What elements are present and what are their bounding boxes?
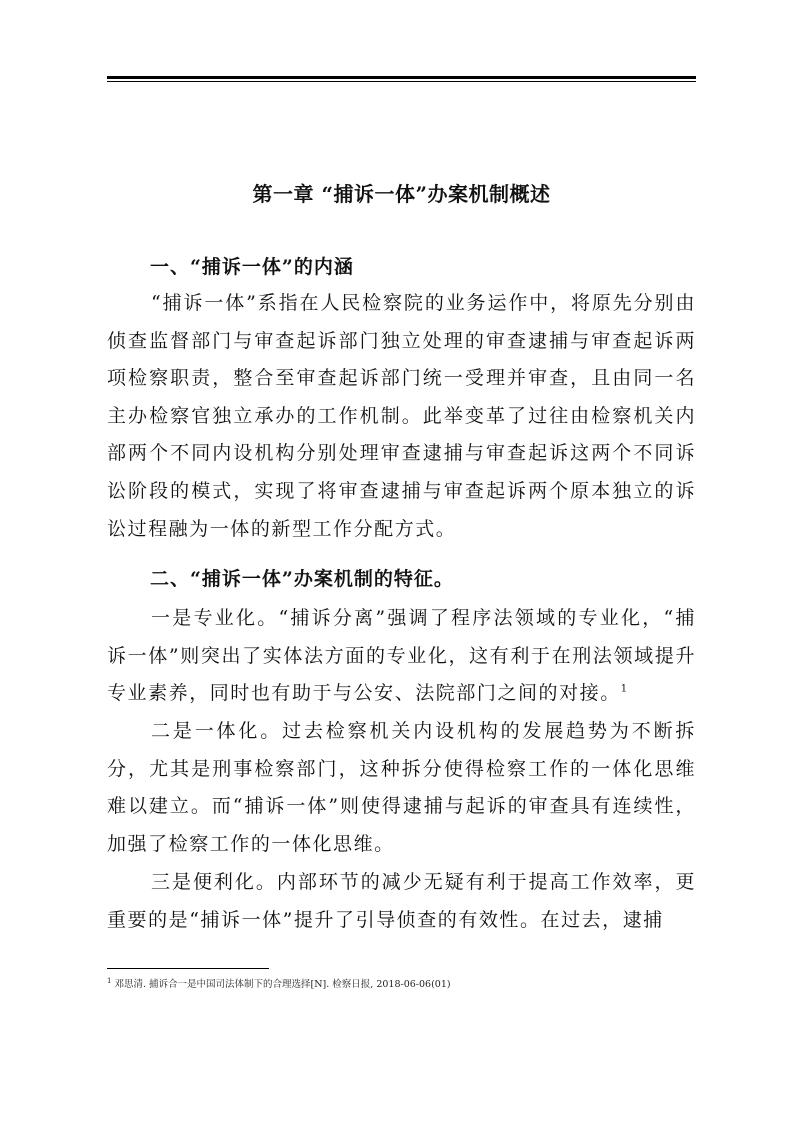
section2-paragraph-1-text: 一是专业化。“捕诉分离”强调了程序法领域的专业化，“捕诉一体”则突出了实体法方面的专业化，这有利于在刑法领域提升专业素养，同时也有助于与公安、法院部门之间的对接。 (107, 607, 696, 705)
section-heading-2: 二、“捕诉一体”办案机制的特征。 (150, 568, 454, 590)
section2-paragraph-2: 二是一体化。过去检察机关内设机构的发展趋势为不断拆分，尤其是刑事检察部门，这种拆分使得检察工作的一体化思维难以建立。而“捕诉一体”则使得逮捕与起诉的审查具有连续性，加强了检察工作的一体化思维。 (107, 720, 696, 855)
footnote-text: 邓思清. 捕诉合一是中国司法体制下的合理选择[N]. 检察日报, 2018-06-06(01) (114, 979, 451, 990)
section-heading-1: 一、“捕诉一体”的内涵 (150, 256, 354, 278)
chapter-title: 第一章 “捕诉一体”办案机制概述 (252, 182, 551, 206)
section1-paragraph: “捕诉一体”系指在人民检察院的业务运作中，将原先分别由侦查监督部门与审查起诉部门独立处理的审查逮捕与审查起诉两项检察职责，整合至审查起诉部门统一受理并审查，且由同一名主办检察官独立承办的工作机制。此举变革了过往由检察机关内部两个不同内设机构分别处理审查逮捕与审查起诉这两个不同诉讼阶段的模式，实现了将审查逮捕与审查起诉两个原本独立的诉讼过程融为一体的新型工作分配方式。 (107, 292, 696, 540)
header-rule-thick (107, 76, 696, 79)
header-rule-thin (107, 81, 696, 82)
footnote (107, 976, 696, 990)
footnote-marker: 1 (107, 976, 112, 985)
footnote-separator (107, 968, 269, 969)
section2-paragraph-1 (107, 600, 696, 713)
footnote-ref-1[interactable]: 1 (620, 683, 629, 695)
section2-paragraph-3: 三是便利化。内部环节的减少无疑有利于提高工作效率，更重要的是“捕诉一体”提升了引导侦查的有效性。在过去，逮捕 (107, 871, 696, 931)
